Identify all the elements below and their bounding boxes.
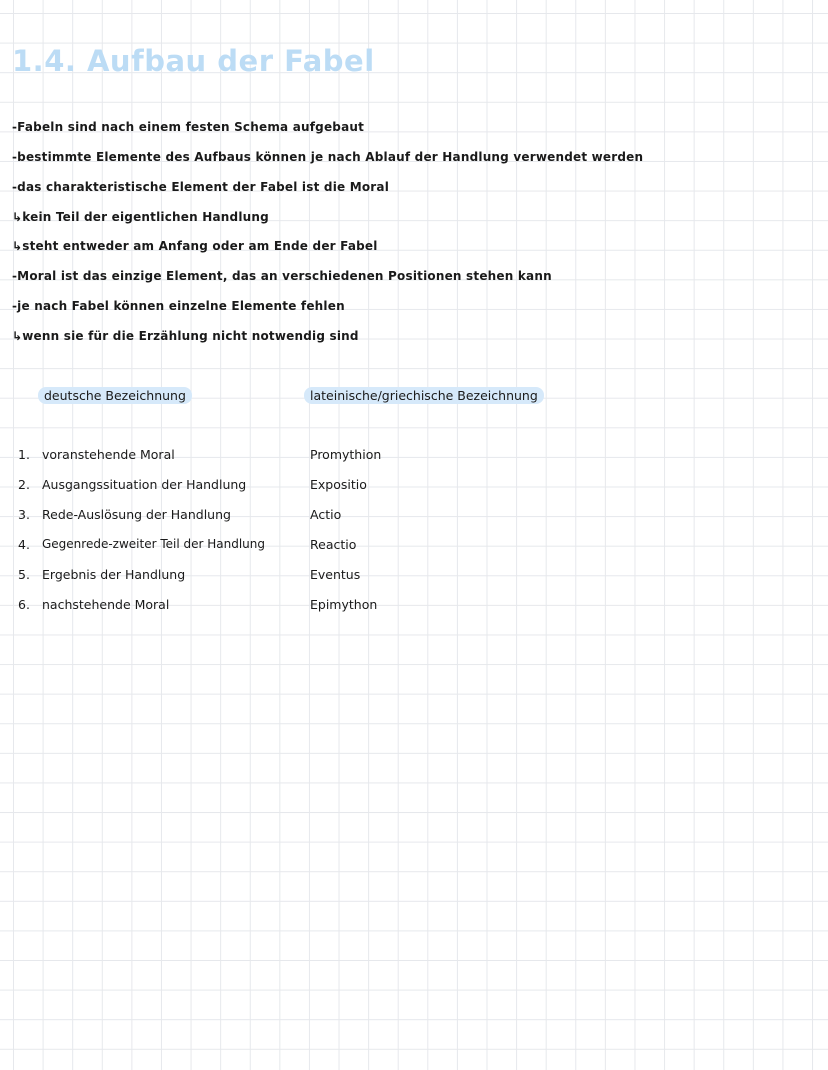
row-number: 1. xyxy=(18,447,30,462)
header-latin: lateinische/griechische Bezeichnung xyxy=(304,387,544,404)
note-line: -Fabeln sind nach einem festen Schema aufgebaut xyxy=(12,120,365,134)
note-line: -Moral ist das einzige Element, das an verschiedenen Positionen stehen kann xyxy=(12,269,552,283)
note-line: ↳wenn sie für die Erzählung nicht notwendig sind xyxy=(12,329,359,343)
page-title: 1.4. Aufbau der Fabel xyxy=(12,44,375,78)
note-line: ↳steht entweder am Anfang oder am Ende der Fabel xyxy=(12,239,378,253)
latin-term: Reactio xyxy=(310,537,357,552)
row-number: 4. xyxy=(18,537,30,552)
latin-term: Eventus xyxy=(310,567,361,582)
german-term: voranstehende Moral xyxy=(42,447,175,462)
note-line: -je nach Fabel können einzelne Elemente fehlen xyxy=(12,299,345,313)
header-german: deutsche Bezeichnung xyxy=(38,387,192,404)
german-term: Gegenrede-zweiter Teil der Handlung xyxy=(42,537,266,551)
row-number: 6. xyxy=(18,597,30,612)
note-line: ↳kein Teil der eigentlichen Handlung xyxy=(12,210,269,224)
german-term: Ergebnis der Handlung xyxy=(42,567,186,582)
row-number: 2. xyxy=(18,477,30,492)
german-term: Ausgangssituation der Handlung xyxy=(42,477,247,492)
row-number: 3. xyxy=(18,507,30,522)
german-term: Rede-Auslösung der Handlung xyxy=(42,507,231,522)
note-line: -bestimmte Elemente des Aufbaus können je nach Ablauf der Handlung verwendet werden xyxy=(12,150,644,164)
latin-term: Promythion xyxy=(310,447,382,462)
german-term: nachstehende Moral xyxy=(42,597,170,612)
latin-term: Epimython xyxy=(310,597,378,612)
latin-term: Expositio xyxy=(310,477,367,492)
note-line: -das charakteristische Element der Fabel ist die Moral xyxy=(12,180,390,194)
row-number: 5. xyxy=(18,567,30,582)
latin-term: Actio xyxy=(310,507,342,522)
